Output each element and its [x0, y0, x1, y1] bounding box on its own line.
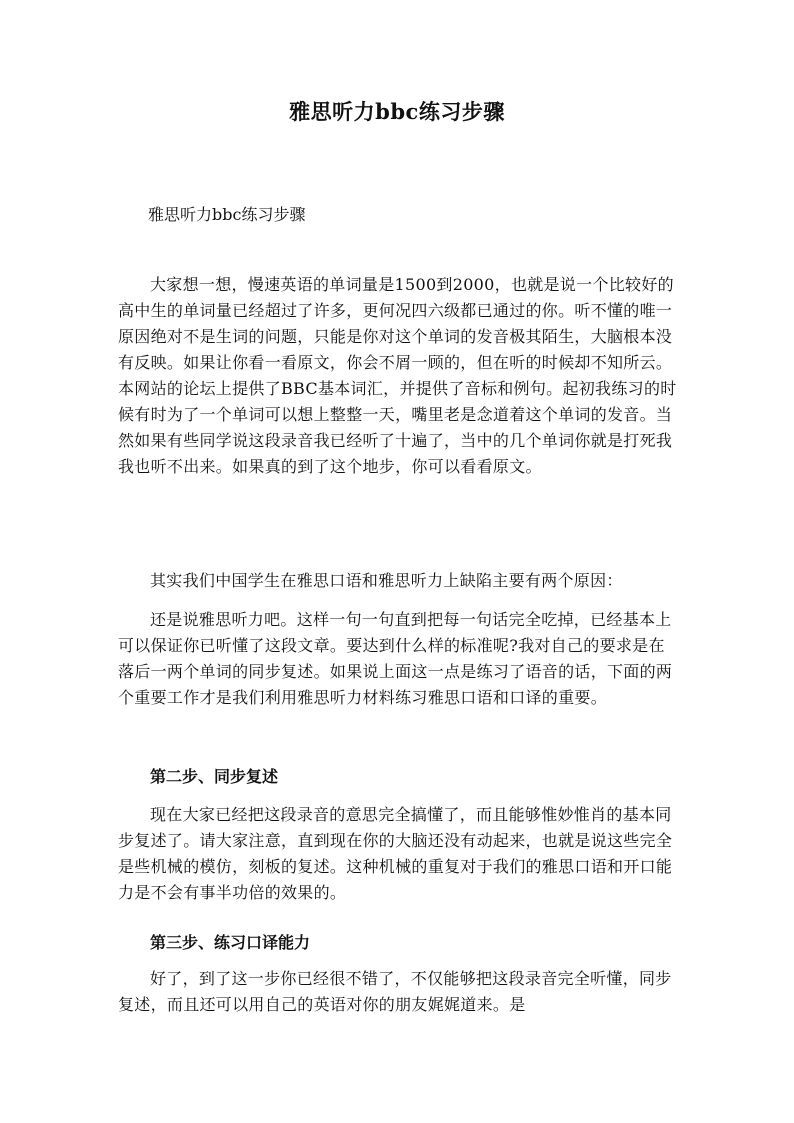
paragraph-interpretation: 好了，到了这一步你已经很不错了，不仅能够把这段录音完全听懂，同步复述，而且还可以用自己的英语对你的朋友娓娓道来。是	[118, 969, 672, 1014]
paragraph-sync-repeat: 现在大家已经把这段录音的意思完全搞懂了，而且能够惟妙惟肖的基本同步复述了。请大家注意，直到现在你的大脑还没有动起来，也就是说这些完全是些机械的模仿，刻板的复述。这种机械的重复对于我们的雅思口语和开口能力是不会有事半功倍的效果的。	[118, 805, 673, 902]
heading-step-two: 第二步、同步复述	[150, 767, 279, 786]
document-title: 雅思听力bbc练习步骤	[289, 99, 505, 124]
paragraph-vocabulary: 大家想一想，慢速英语的单词量是1500到2000，也就是说一个比较好的高中生的单词量已经超过了许多，更何况四六级都已通过的你。听不懂的唯一原因绝对不是生词的问题，只能是你对这个单词的发音极其陌生，大脑根本没有反映。如果让你看一看原文，你会不屑一顾的，但在听的时候却不知所云。本网站的论坛上提供了BBC基本词汇，并提供了音标和例句。起初我练习的时候有时为了一个单词可以想上整整一天，嘴里老是念道着这个单词的发音。当然如果有些同学说这段录音我已经听了十遍了，当中的几个单词你就是打死我我也听不出来。如果真的到了这个地步，你可以看看原文。	[118, 275, 677, 476]
paragraph-reasons: 其实我们中国学生在雅思口语和雅思听力上缺陷主要有两个原因：	[150, 571, 623, 590]
paragraph-listening: 还是说雅思听力吧。这样一句一句直到把每一句话完全吃掉，已经基本上可以保证你已听懂了这段文章。要达到什么样的标准呢?我对自己的要求是在落后一两个单词的同步复述。如果说上面这一点是练习了语音的话，下面的两个重要工作才是我们利用雅思听力材料练习雅思口语和口译的重要。	[118, 610, 673, 707]
heading-step-three: 第三步、练习口译能力	[150, 933, 311, 952]
document-subtitle: 雅思听力bbc练习步骤	[148, 205, 306, 224]
